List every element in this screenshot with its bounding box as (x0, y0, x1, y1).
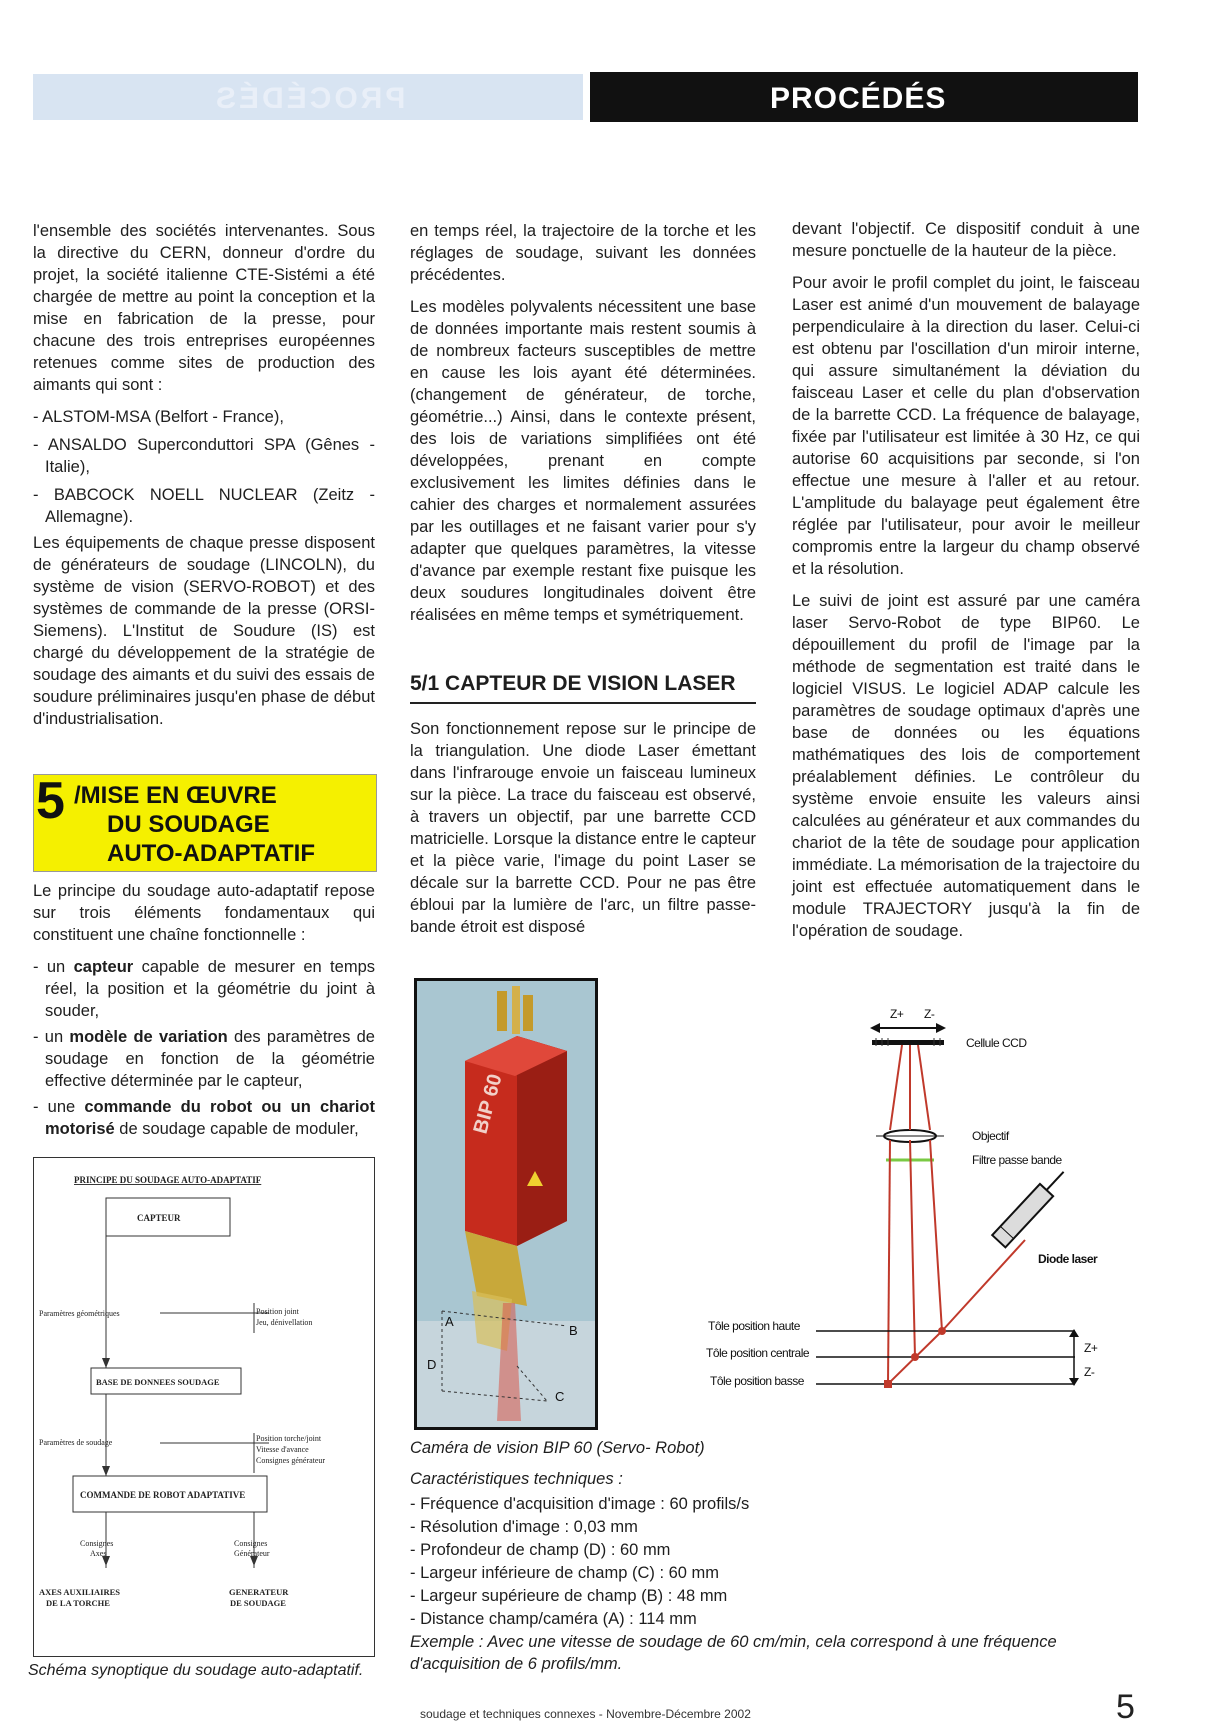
spec-item: - Largeur inférieure de champ (C) : 60 mm (410, 1564, 720, 1582)
header-mirror-text: PROCÉDÉS (213, 82, 406, 115)
diode-label: Diode laser (1038, 1252, 1098, 1266)
page-number: 5 (1116, 1688, 1135, 1726)
consignes-axes-label: Consignes (80, 1539, 114, 1548)
section-title (74, 781, 315, 868)
spec-item: - Fréquence d'acquisition d'image : 60 profils/s (410, 1495, 750, 1513)
generateur-label: DE SOUDAGE (230, 1598, 286, 1608)
col2-paragraph-1: en temps réel, la trajectoire de la torche et les réglages de soudage, suivant les données précédentes. (410, 222, 756, 284)
diagram-caption: Schéma synoptique du soudage auto-adaptatif. (28, 1662, 364, 1679)
section-title-line: /MISE EN ŒUVRE (74, 782, 277, 809)
dim-label: C (555, 1389, 565, 1404)
column-2 (410, 220, 756, 636)
consignes-gen-label: Générateur (234, 1549, 270, 1558)
position-joint-label: Jeu, dénivellation (256, 1318, 313, 1327)
list-item: - ANSALDO Superconduttori SPA (Gênes - Italie), (33, 436, 375, 476)
column-1-continued (33, 880, 375, 1144)
list-item (33, 1026, 375, 1092)
list-item (33, 1096, 375, 1140)
pos-torche-label: Vitesse d'avance (256, 1445, 309, 1454)
list-item: - BABCOCK NOELL NUCLEAR (Zeitz - Allemagne). (33, 486, 375, 526)
column-2-continued (410, 718, 756, 948)
camera-photo (414, 978, 598, 1430)
bullet-bold: commande du robot ou un chariot motorisé (45, 1098, 375, 1138)
list-item (33, 956, 375, 1022)
bullet-bold: modèle de variation (69, 1028, 228, 1046)
commande-label: COMMANDE DE ROBOT ADAPTATIVE (80, 1490, 246, 1500)
col3-paragraph-1: devant l'objectif. Ce dispositif conduit à une mesure ponctuelle de la hauteur de la pièce. (792, 220, 1140, 260)
flow-diagram-svg (34, 1158, 374, 1656)
laser-triangulation-diagram (690, 1000, 1140, 1410)
section-title-line: AUTO-ADAPTATIF (107, 840, 315, 867)
bullet-prefix: - une (33, 1098, 85, 1116)
col2-paragraph-3: Son fonctionnement repose sur le principe de la triangulation. Une diode Laser émettant dans l'infrarouge envoie un faisceau lumineux sur la pièce. La trace du faisceau est observé, à travers un objectif, par une barrette CCD matricielle. Lorsque la distance entre le capteur et la pièce varie, l'image du point Laser se décale sur la barrette CCD. Pour ne pas être ébloui par la lumière de l'arc, un filtre passe-bande étroit est disposé (410, 720, 756, 936)
axes-aux-label: DE LA TORCHE (46, 1598, 110, 1608)
zplus2-label: Z+ (1084, 1341, 1098, 1355)
base-label: BASE DE DONNEES SOUDAGE (96, 1377, 220, 1387)
ccd-label: Cellule CCD (966, 1036, 1027, 1050)
flow-diagram (33, 1157, 375, 1657)
example-note: Exemple : Avec une vitesse de soudage de 60 cm/min, cela correspond à une fréquence d'acquisition de 6 profils/mm. (410, 1633, 1057, 1673)
bullet-prefix: - un (33, 1028, 70, 1046)
section-header (590, 72, 1138, 122)
bullet-text: des paramètres de soudage en fonction de la géométrie effective déterminée par le capteur, (45, 1028, 375, 1090)
spec-item: - Largeur supérieure de champ (B) : 48 mm (410, 1587, 728, 1605)
capteur-label: CAPTEUR (137, 1213, 181, 1223)
subsection-heading: 5/1 CAPTEUR DE VISION LASER (410, 672, 756, 704)
col3-paragraph-3: Le suivi de joint est assuré par une caméra laser Servo-Robot de type BIP60. Le dépouillement du profil de l'image par la méthode de segmentation est traité dans le logiciel VISUS. Le logiciel ADAP calcule les paramètres de soudage optimaux d'après une base de données ou les équations mathématiques des lois de comportement préalablement définies. Le contrôleur du système envoie ensuite les valeurs ainsi calculées au générateur et aux commandes du chariot de la tête de soudage pour application immédiate. La mémorisation de la trajectoire du joint est effectuée automatiquement dans le module TRAJECTORY jusqu'à la fin de l'opération de soudage. (792, 592, 1140, 940)
dim-label: B (569, 1323, 578, 1338)
camera-label: BIP 60 (469, 1071, 507, 1137)
pos-torche-label: Consignes générateur (256, 1456, 326, 1465)
column-1 (33, 220, 375, 740)
zminus2-label: Z- (1084, 1365, 1095, 1379)
col2-paragraph-2: Les modèles polyvalents nécessitent une base de données importante mais restent soumis à de nombreux facteurs susceptibles de mettre en cause les lois ayant été déterminées. (changement de générateur, de torche, géométrie...) Ainsi, dans le contexte présent, des lois de variations simplifiées ont été développées, prenant en compte exclusivement les limites définies dans le cahier des charges et normalement assurées par les outillages et ne faisant varier pour s'y adapter que quelques paramètres, la vitesse d'avance par exemple restant fixe puisque les deux soudures longitudinales doivent être réalisées en même temps et symétriquement. (410, 298, 756, 624)
list-item: - ALSTOM-MSA (Belfort - France), (33, 408, 284, 426)
bullet-bold: capteur (73, 958, 134, 976)
consignes-axes-label: Axes (90, 1549, 107, 1558)
section-title: PROCÉDÉS (770, 82, 947, 115)
objectif-label: Objectif (972, 1129, 1009, 1143)
param-geo-label: Paramètres géométriques (39, 1309, 120, 1318)
tole-centrale-label: Tôle position centrale (706, 1346, 810, 1360)
zminus-label: Z- (924, 1007, 935, 1021)
axes-aux-label: AXES AUXILIAIRES (39, 1587, 121, 1597)
camera-caption-title: Caméra de vision BIP 60 (Servo- Robot) (410, 1439, 705, 1457)
spec-list (410, 1493, 749, 1631)
camera-illustration (417, 981, 595, 1427)
consignes-gen-label: Consignes (234, 1539, 268, 1548)
dim-label: D (427, 1357, 437, 1372)
col1-paragraph-1: l'ensemble des sociétés intervenantes. Sous la directive du CERN, donneur d'ordre du projet, la société italienne CTE-Sistémi a été chargée de mettre au point la conception et la mise en fabrication de la presse, pour chacune des trois entreprises européennes retenues comme sites de production des aimants qui sont : (33, 222, 375, 394)
param-soudage-label: Paramètres de soudage (39, 1438, 113, 1447)
col1-paragraph-2: Les équipements de chaque presse disposent de générateurs de soudage (LINCOLN), du système de vision (SERVO-ROBOT) et des systèmes de commande de la presse (ORSI-Siemens). L'Institut de Soudure (IS) est chargé du développement de la stratégie de soudage des aimants et du suivi des essais de soudure préliminaires jusqu'en phase de début d'industrialisation. (33, 534, 375, 728)
tole-basse-label: Tôle position basse (710, 1374, 804, 1388)
dim-label: A (445, 1314, 454, 1329)
diagram-title: PRINCIPE DU SOUDAGE AUTO-ADAPTATIF (74, 1175, 262, 1185)
spec-item: - Résolution d'image : 0,03 mm (410, 1518, 638, 1536)
pos-torche-label: Position torche/joint (256, 1434, 322, 1443)
filtre-label: Filtre passe bande (972, 1153, 1062, 1167)
bullet-text: capable de mesurer en temps réel, la position et la géométrie du joint à souder, (45, 958, 375, 1020)
section-5-heading (33, 774, 377, 872)
spec-item: - Distance champ/caméra (A) : 114 mm (410, 1610, 697, 1628)
section-title-line: DU SOUDAGE (107, 811, 270, 838)
spec-item: - Profondeur de champ (D) : 60 mm (410, 1541, 671, 1559)
bullet-text: de soudage capable de moduler, (114, 1120, 359, 1138)
laser-diode (992, 1166, 1070, 1248)
generateur-label: GENERATEUR (229, 1587, 289, 1597)
header-mirror-banner (33, 74, 583, 120)
camera-caption-subtitle: Caractéristiques techniques : (410, 1470, 623, 1488)
column-3 (792, 218, 1140, 952)
col3-paragraph-2: Pour avoir le profil complet du joint, le faisceau Laser est animé d'un mouvement de balayage perpendiculaire à la direction du laser. Celui-ci est obtenu par l'oscillation d'un miroir interne, qui assure simultanément la déviation du faisceau Laser et celle du plan d'observation de la barrette CCD. La fréquence de balayage, fixée par l'utilisateur est limitée à 30 Hz, ce qui autorise 60 acquisitions par seconde, si l'on effectue une mesure à l'aller et au retour. L'amplitude du balayage peut également être réglée par l'utilisateur, pour avoir le meilleur compromis entre la largeur du champ observé et la résolution. (792, 274, 1140, 578)
position-joint-label: Position joint (256, 1307, 299, 1316)
footer-journal: soudage et techniques connexes - Novembre-Décembre 2002 (420, 1707, 751, 1721)
section-number: 5 (36, 772, 65, 830)
zplus-label: Z+ (890, 1007, 904, 1021)
col1-paragraph-3: Le principe du soudage auto-adaptatif repose sur trois éléments fondamentaux qui constituent une chaîne fonctionnelle : (33, 882, 375, 944)
tole-haute-label: Tôle position haute (708, 1319, 800, 1333)
bullet-prefix: - un (33, 958, 74, 976)
